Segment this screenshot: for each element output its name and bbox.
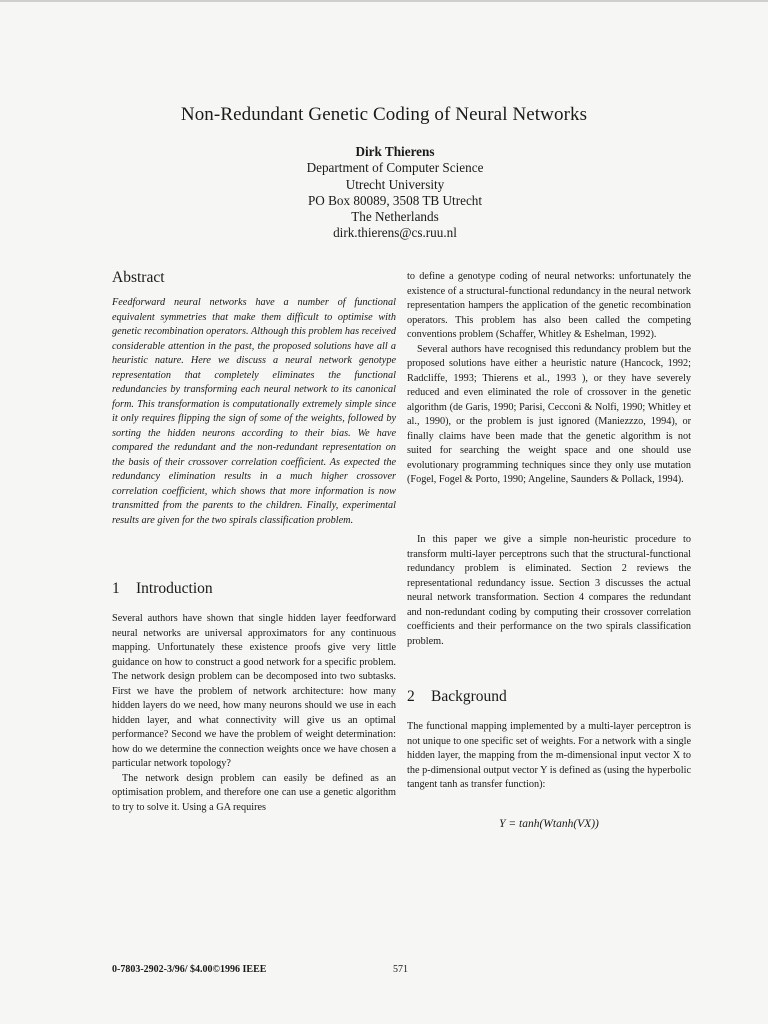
affiliation-line: Utrecht University — [345, 176, 445, 192]
section-number: 1 — [112, 580, 120, 597]
background-heading — [407, 688, 507, 706]
affiliation-line: The Netherlands — [351, 209, 439, 225]
affiliation-line: PO Box 80089, 3508 TB Utrecht — [307, 192, 483, 208]
body-paragraph: Several authors have recognised this redundancy problem but the proposed solutions have either a heuristic nature (Hancock, 1992; Radcliffe, 1993; Thierens et al., 1993 ), or they have severely reduced and even eliminated the role of crossover in the genetic algorithm (de Garis, 1990; Parisi, Cecconi & Nolfi, 1990; Whitley et al., 1990), or the problem is just ignored (Maniezzzo, 1994), or finally claims have been made that the genetic algorithm is not suited for searching the weight space and one should use evolutionary programming techniques since they only use mutation (Fogel, Fogel & Porto, 1990; Angeline, Saunders & Pollack, 1994). — [407, 343, 691, 485]
introduction-heading — [112, 580, 213, 598]
author-block — [0, 144, 768, 242]
abstract-heading-text: Abstract — [112, 269, 165, 286]
equation: Y = tanh(Wtanh(VX)) — [499, 818, 599, 830]
background-paragraph: The functional mapping implemented by a multi-layer perceptron is not unique to one specific set of weights. For a network with a single hidden layer, the mapping from the m-dimensional input vector X to the p-dimensional output vector Y is defined as (using the hyperbolic tangent tanh as transfer function): — [407, 721, 691, 790]
author-name: Dirk Thierens — [355, 144, 435, 159]
author-email: dirk.thierens@cs.ruu.nl — [333, 225, 457, 241]
copyright-line: 0-7803-2902-3/96/ $4.00©1996 IEEE — [112, 964, 267, 975]
body-paragraph: to define a genotype coding of neural networks: unfortunately the existence of a structural-functional redundancy in the neural network representation hampers the application of the genetic recombination operators. This problem has also been called the competing conventions problem (Schaffer, Whitley & Eshelman, 1992). — [407, 271, 691, 340]
body-paragraph: In this paper we give a simple non-heuristic procedure to transform multi-layer perceptrons such that the structural-functional redundancy problem is eliminated. Section 2 reviews the representational redundancy issue. Section 3 discusses the actual neural network transformation. Section 4 compares the redundant and non-redundant coding by computing their crossover correlation coefficients and their performance on the two spirals classification problem. — [407, 534, 691, 647]
affiliation-line: Department of Computer Science — [306, 160, 484, 176]
background-body — [407, 720, 691, 793]
section-title: Introduction — [136, 580, 213, 597]
abstract-body — [112, 296, 396, 528]
abstract-paragraph: Feedforward neural networks have a number of functional equivalent symmetries that make them difficult to optimise with genetic recombination operators. Although this problem has received considerable attention in the past, the proposed solutions have all a heuristic nature. Here we discuss a neural network genotype representation that completely eliminates the functional redundancies by transforming each neural network to its canonical form. This transformation is computationally extremely simple since it only requires flipping the sign of some of the weights, followed by sorting the hidden neurons according to their bias. We have compared the redundant and the non-redundant representation on the basis of their crossover correlation coefficient. As expected the redundancy elimination results in a much higher crossover correlation coefficient, which shows that more information is now transmitted from the parents to the children. Finally, experimental results are given for the two spirals classification problem. — [112, 297, 396, 526]
abstract-heading — [112, 269, 165, 287]
section-number: 2 — [407, 688, 415, 705]
page-number: 571 — [393, 964, 408, 975]
introduction-body — [112, 612, 396, 815]
top-edge-rule — [0, 0, 768, 2]
section-title: Background — [431, 688, 507, 705]
intro-paragraph: Several authors have shown that single hidden layer feedforward neural networks are universal approximators for any continuous mapping. Unfortunately these existence proofs give very little guidance on how to construct a good network for a specific problem. The network design problem can be decomposed into two subtasks. First we have the problem of network architecture: how many hidden layers do we need, how many neurons should we use in each hidden layer, and what connectivity will give us an optimal performance? Second we have the problem of weight determination: how do we determine the connection weights once we have chosen a particular network topology? — [112, 613, 396, 769]
paper-title: Non-Redundant Genetic Coding of Neural Networks — [180, 104, 588, 125]
intro-paragraph: The network design problem can easily be defined as an optimisation problem, and therefore one can use a genetic algorithm to try to solve it. Using a GA requires — [112, 772, 396, 813]
right-column-body — [407, 270, 691, 488]
right-column-body-2 — [407, 533, 691, 649]
